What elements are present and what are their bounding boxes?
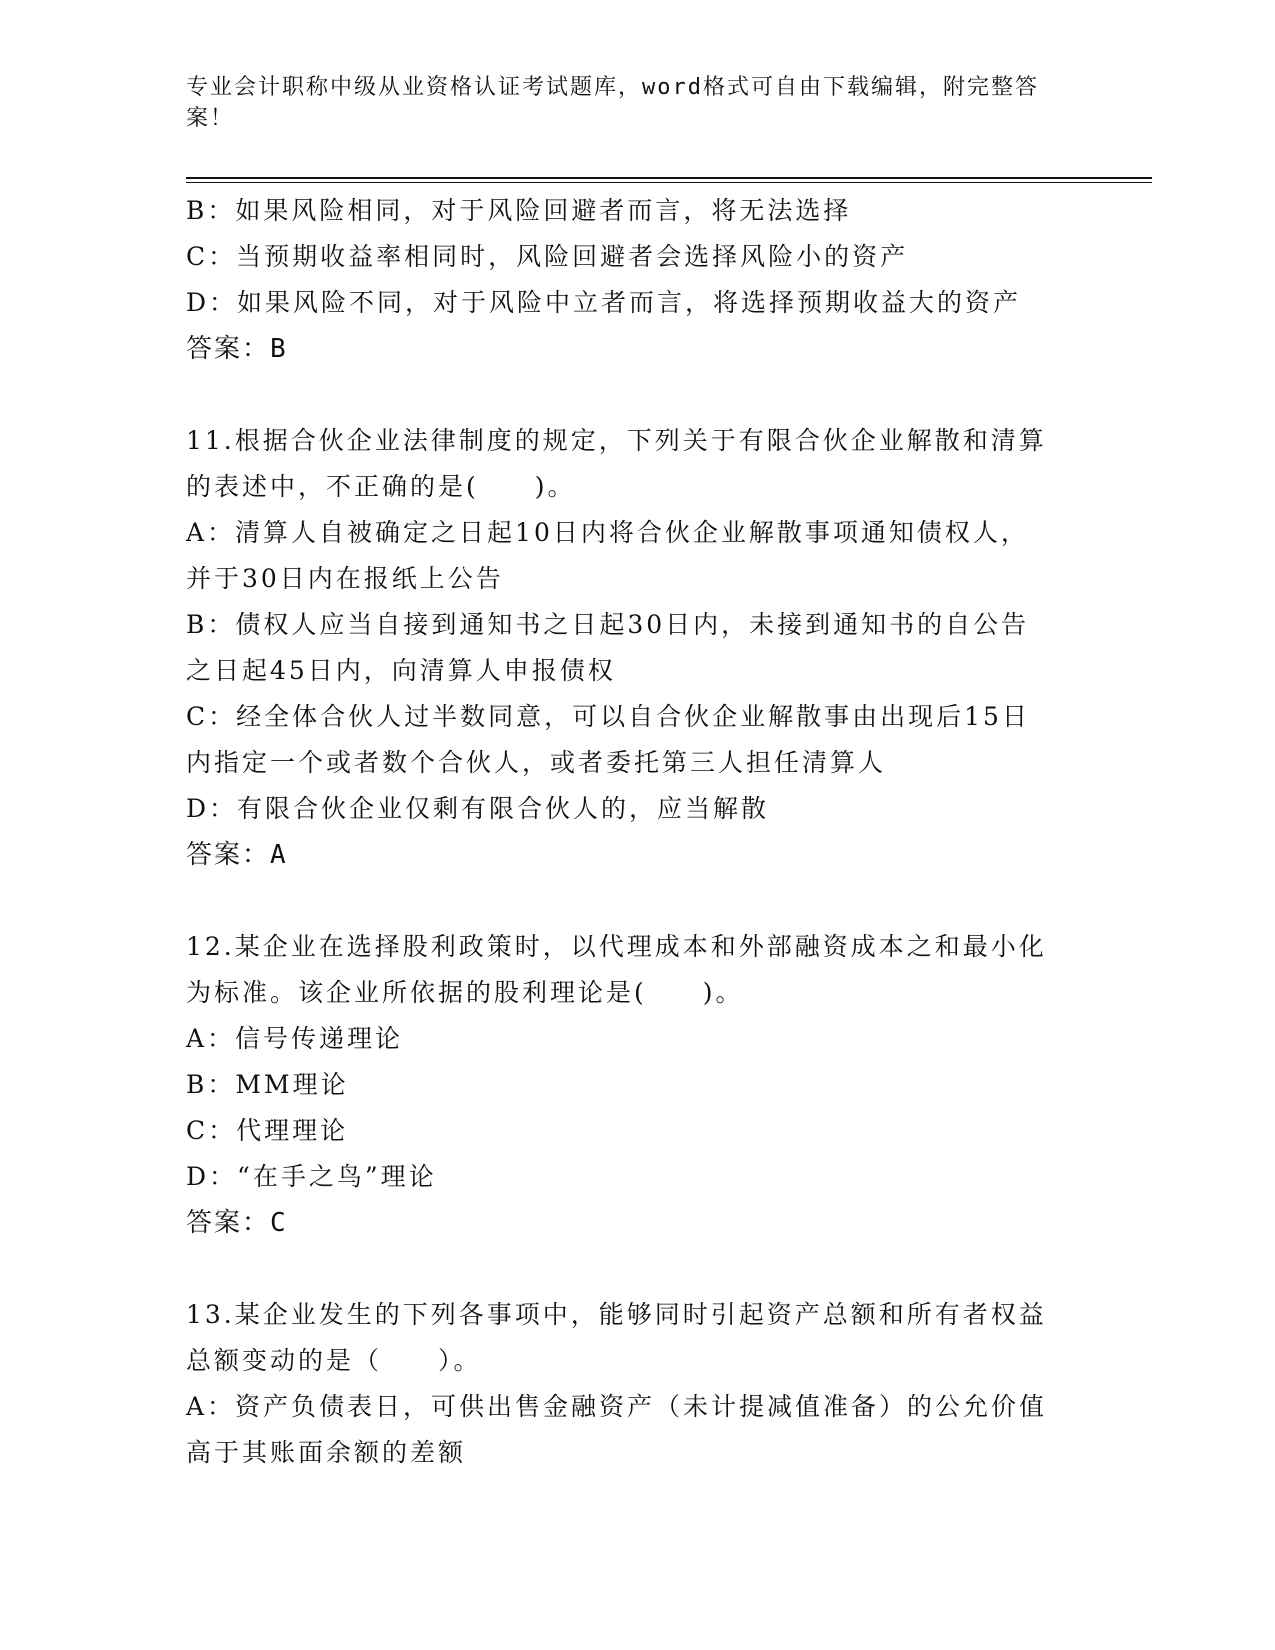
spacer: [186, 372, 1086, 418]
option-a-cont: 并于30日内在报纸上公告: [186, 564, 504, 593]
question-content: [186, 188, 1086, 1476]
answer: 答案：A: [186, 840, 288, 870]
question-stem: 11.根据合伙企业法律制度的规定，下列关于有限合伙企业解散和清算: [186, 426, 1047, 455]
spacer: [186, 1246, 1086, 1292]
option-b-cont: 之日起45日内，向清算人申报债权: [186, 656, 616, 685]
option-d: D：有限合伙企业仅剩有限合伙人的，应当解散: [186, 794, 770, 823]
option-d: D：如果风险不同，对于风险中立者而言，将选择预期收益大的资产: [186, 288, 1022, 317]
question-stem-cont: 的表述中，不正确的是( )。: [186, 472, 576, 501]
option-b: B：MM理论: [186, 1070, 349, 1099]
question-stem: 13.某企业发生的下列各事项中，能够同时引起资产总额和所有者权益: [186, 1300, 1047, 1329]
question-10: [186, 188, 1086, 372]
question-13: [186, 1292, 1086, 1476]
option-a-cont: 高于其账面余额的差额: [186, 1438, 467, 1467]
option-c-cont: 内指定一个或者数个合伙人，或者委托第三人担任清算人: [186, 748, 887, 777]
header-rule-thick: [186, 177, 1152, 179]
header-line-2: 案！: [186, 106, 235, 131]
question-stem-cont: 为标准。该企业所依据的股利理论是( )。: [186, 978, 744, 1007]
question-stem-cont: 总额变动的是（ ）。: [186, 1346, 482, 1375]
option-a: A：清算人自被确定之日起10日内将合伙企业解散事项通知债权人，: [186, 518, 1029, 547]
option-a: A：资产负债表日，可供出售金融资产（未计提减值准备）的公允价值: [186, 1392, 1048, 1421]
option-d: D：“在手之鸟”理论: [186, 1162, 437, 1191]
option-a: A：信号传递理论: [186, 1024, 404, 1053]
header-rule-thin: [186, 182, 1152, 183]
answer: 答案：C: [186, 1208, 288, 1238]
question-12: [186, 924, 1086, 1246]
option-c: C：代理理论: [186, 1116, 349, 1145]
option-c: C：经全体合伙人过半数同意，可以自合伙企业解散事由出现后15日: [186, 702, 1030, 731]
question-stem: 12.某企业在选择股利政策时，以代理成本和外部融资成本之和最小化: [186, 932, 1047, 961]
header-line-1: 专业会计职称中级从业资格认证考试题库，word格式可自由下载编辑，附完整答: [186, 75, 1039, 100]
answer: 答案：B: [186, 334, 288, 364]
option-c: C：当预期收益率相同时，风险回避者会选择风险小的资产: [186, 242, 909, 271]
page-header: [186, 72, 1066, 134]
option-b: B：如果风险相同，对于风险回避者而言，将无法选择: [186, 196, 852, 225]
spacer: [186, 878, 1086, 924]
option-b: B：债权人应当自接到通知书之日起30日内，未接到通知书的自公告: [186, 610, 1030, 639]
question-11: [186, 418, 1086, 878]
